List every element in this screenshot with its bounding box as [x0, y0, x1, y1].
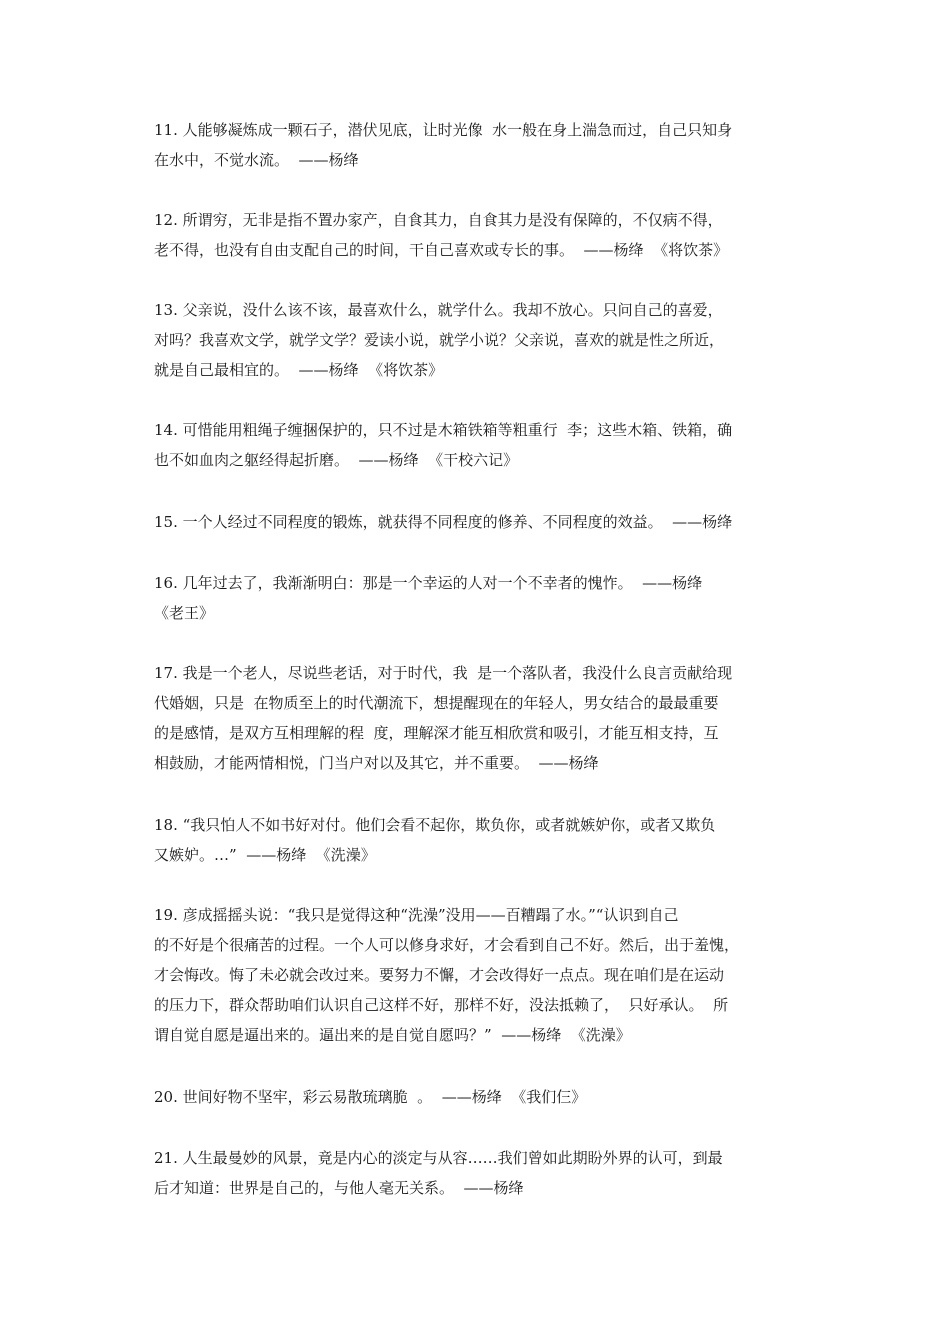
- quote-line: 老不得，也没有自由支配自己的时间，干自己喜欢或专长的事。 ——杨绛 《将饮茶》: [154, 241, 729, 259]
- quote-line: 19. 彦成摇摇头说：“我只是觉得这种“洗澡”没用——百糟蹋了水。”“认识到自己: [154, 906, 679, 924]
- quote-line: 也不如血肉之躯经得起折磨。 ——杨绛 《干校六记》: [154, 451, 519, 469]
- quote-15: [154, 507, 804, 537]
- quote-13: [154, 295, 804, 385]
- quote-line: 后才知道：世界是自己的，与他人毫无关系。 ——杨绛: [154, 1179, 524, 1197]
- quote-line: 20. 世间好物不坚牢，彩云易散琉璃脆 。 ——杨绛 《我们仨》: [154, 1088, 587, 1106]
- quote-line: 13. 父亲说，没什么该不该，最喜欢什么，就学什么。我却不放心。只问自己的喜爱，: [154, 301, 723, 319]
- quote-16: [154, 568, 804, 628]
- quote-line: 就是自己最相宜的。 ——杨绛 《将饮茶》: [154, 361, 444, 379]
- quote-21: [154, 1143, 804, 1203]
- quote-line: 《老王》: [154, 604, 215, 622]
- quote-17: [154, 658, 804, 778]
- quote-18: [154, 810, 804, 870]
- quote-11: [154, 115, 804, 175]
- quote-line: 15. 一个人经过不同程度的锻炼，就获得不同程度的修养、不同程度的效益。 ——杨绛: [154, 513, 733, 531]
- quote-line: 对吗？我喜欢文学，就学文学？爱读小说，就学小说？父亲说，喜欢的就是性之所近，: [154, 331, 725, 349]
- quote-line: 代婚姻，只是 在物质至上的时代潮流下，想提醒现在的年轻人，男女结合的最最重要: [154, 694, 719, 712]
- quote-line: 相鼓励，才能两情相悦，门当户对以及其它，并不重要。 ——杨绛: [154, 754, 599, 772]
- quote-line: 的是感情，是双方互相理解的程 度，理解深才能互相欣赏和吸引，才能互相支持，互: [154, 724, 719, 742]
- quote-line: 11. 人能够凝炼成一颗石子，潜伏见底，让时光像 水一般在身上湍急而过，自己只知身: [154, 121, 733, 139]
- quote-line: 16. 几年过去了，我渐渐明白：那是一个幸运的人对一个不幸者的愧怍。 ——杨绛: [154, 574, 703, 592]
- quote-line: 在水中，不觉水流。 ——杨绛: [154, 151, 359, 169]
- quote-line: 18. “我只怕人不如书好对付。他们会看不起你，欺负你，或者就嫉妒你，或者又欺负: [154, 816, 716, 834]
- quote-line: 才会悔改。悔了未必就会改过来。要努力不懈，才会改得好一点点。现在咱们是在运动: [154, 966, 725, 984]
- quote-line: 14. 可惜能用粗绳子缠捆保护的，只不过是木箱铁箱等粗重行 李；这些木箱、铁箱，确: [154, 421, 733, 439]
- quote-line: 谓自觉自愿是逼出来的。逼出来的是自觉自愿吗？” ——杨绛 《洗澡》: [154, 1026, 631, 1044]
- quote-20: [154, 1082, 804, 1112]
- quote-14: [154, 415, 804, 475]
- quote-line: 又嫉妒。…” ——杨绛 《洗澡》: [154, 846, 376, 864]
- quote-line: 21. 人生最曼妙的风景，竟是内心的淡定与从容……我们曾如此期盼外界的认可，到最: [154, 1149, 723, 1167]
- quote-line: 的不好是个很痛苦的过程。一个人可以修身求好，才会看到自己不好。然后，出于羞愧，: [154, 936, 740, 954]
- quote-line: 的压力下，群众帮助咱们认识自己这样不好，那样不好，没法抵赖了， 只好承认。 所: [154, 996, 729, 1014]
- quote-line: 17. 我是一个老人，尽说些老话，对于时代，我 是一个落队者，我没什么良言贡献给现: [154, 664, 733, 682]
- quote-line: 12. 所谓穷，无非是指不置办家产，自食其力，自食其力是没有保障的，不仅病不得，: [154, 211, 723, 229]
- quote-19: [154, 900, 804, 1050]
- quote-12: [154, 205, 804, 265]
